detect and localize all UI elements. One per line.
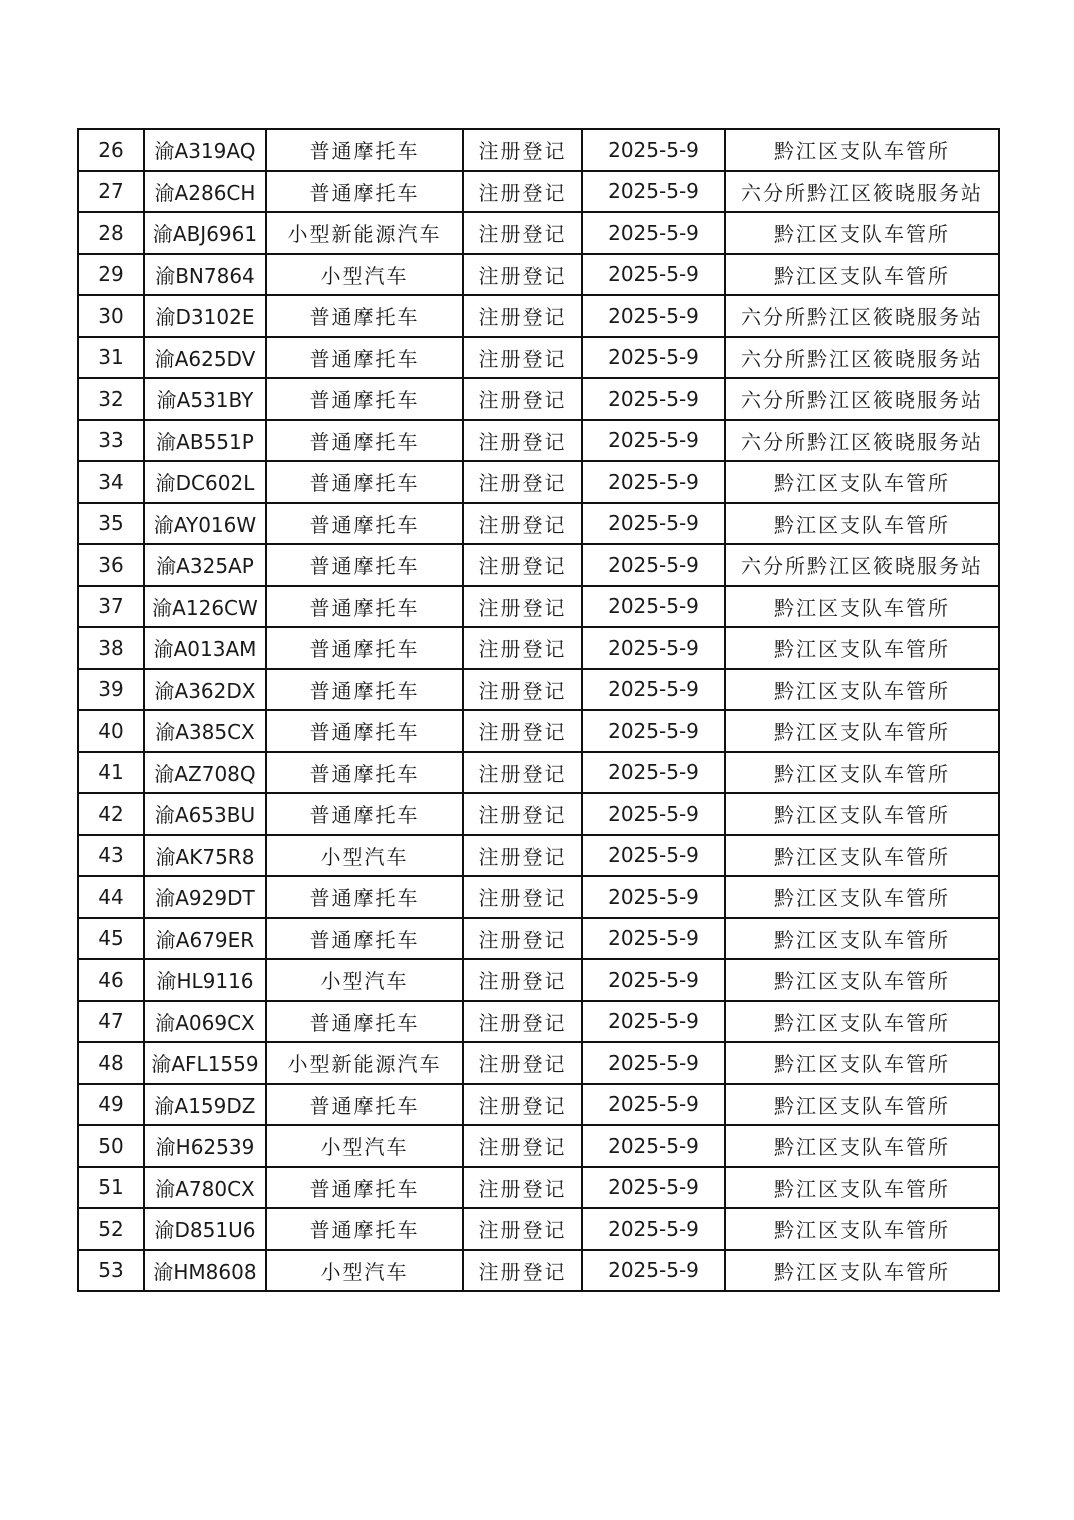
business-type: 注册登记 — [463, 171, 582, 213]
office-name: 六分所黔江区筱晓服务站 — [725, 378, 999, 420]
row-number: 38 — [78, 627, 144, 669]
table-row — [78, 129, 999, 171]
row-number: 30 — [78, 295, 144, 337]
register-date: 2025-5-9 — [582, 1125, 725, 1167]
business-type: 注册登记 — [463, 1250, 582, 1292]
register-date: 2025-5-9 — [582, 586, 725, 628]
business-type: 注册登记 — [463, 1084, 582, 1126]
table-row — [78, 254, 999, 296]
row-number: 33 — [78, 420, 144, 462]
business-type: 注册登记 — [463, 752, 582, 794]
row-number: 46 — [78, 959, 144, 1001]
plate-number: 渝A159DZ — [144, 1084, 266, 1126]
business-type: 注册登记 — [463, 835, 582, 877]
table-row — [78, 669, 999, 711]
register-date: 2025-5-9 — [582, 1042, 725, 1084]
table-row — [78, 420, 999, 462]
register-date: 2025-5-9 — [582, 959, 725, 1001]
business-type: 注册登记 — [463, 793, 582, 835]
vehicle-type: 小型汽车 — [266, 1250, 463, 1292]
office-name: 黔江区支队车管所 — [725, 461, 999, 503]
office-name: 六分所黔江区筱晓服务站 — [725, 295, 999, 337]
office-name: 黔江区支队车管所 — [725, 1208, 999, 1250]
business-type: 注册登记 — [463, 1167, 582, 1209]
row-number: 45 — [78, 918, 144, 960]
row-number: 53 — [78, 1250, 144, 1292]
vehicle-type: 普通摩托车 — [266, 461, 463, 503]
vehicle-type: 普通摩托车 — [266, 337, 463, 379]
table-row — [78, 1167, 999, 1209]
business-type: 注册登记 — [463, 710, 582, 752]
register-date: 2025-5-9 — [582, 669, 725, 711]
table-row — [78, 918, 999, 960]
table-row — [78, 1125, 999, 1167]
vehicle-type: 普通摩托车 — [266, 752, 463, 794]
register-date: 2025-5-9 — [582, 171, 725, 213]
plate-number: 渝A069CX — [144, 1001, 266, 1043]
table-row — [78, 835, 999, 877]
office-name: 黔江区支队车管所 — [725, 503, 999, 545]
table-row — [78, 337, 999, 379]
office-name: 黔江区支队车管所 — [725, 1125, 999, 1167]
row-number: 32 — [78, 378, 144, 420]
table-row — [78, 1208, 999, 1250]
plate-number: 渝A286CH — [144, 171, 266, 213]
row-number: 48 — [78, 1042, 144, 1084]
office-name: 黔江区支队车管所 — [725, 254, 999, 296]
vehicle-type: 小型汽车 — [266, 959, 463, 1001]
register-date: 2025-5-9 — [582, 1208, 725, 1250]
office-name: 黔江区支队车管所 — [725, 669, 999, 711]
plate-number: 渝HL9116 — [144, 959, 266, 1001]
business-type: 注册登记 — [463, 337, 582, 379]
plate-number: 渝H62539 — [144, 1125, 266, 1167]
register-date: 2025-5-9 — [582, 212, 725, 254]
vehicle-type: 小型新能源汽车 — [266, 212, 463, 254]
row-number: 40 — [78, 710, 144, 752]
plate-number: 渝A013AM — [144, 627, 266, 669]
table-row — [78, 544, 999, 586]
row-number: 44 — [78, 876, 144, 918]
row-number: 41 — [78, 752, 144, 794]
vehicle-type: 普通摩托车 — [266, 503, 463, 545]
table-row — [78, 1001, 999, 1043]
office-name: 黔江区支队车管所 — [725, 918, 999, 960]
plate-number: 渝A126CW — [144, 586, 266, 628]
table-row — [78, 710, 999, 752]
office-name: 黔江区支队车管所 — [725, 876, 999, 918]
office-name: 黔江区支队车管所 — [725, 752, 999, 794]
business-type: 注册登记 — [463, 1125, 582, 1167]
plate-number: 渝D851U6 — [144, 1208, 266, 1250]
table-row — [78, 752, 999, 794]
table-row — [78, 171, 999, 213]
table-row — [78, 461, 999, 503]
table-row — [78, 586, 999, 628]
vehicle-type: 普通摩托车 — [266, 295, 463, 337]
row-number: 51 — [78, 1167, 144, 1209]
office-name: 黔江区支队车管所 — [725, 1250, 999, 1292]
business-type: 注册登记 — [463, 461, 582, 503]
plate-number: 渝A679ER — [144, 918, 266, 960]
plate-number: 渝A385CX — [144, 710, 266, 752]
register-date: 2025-5-9 — [582, 1001, 725, 1043]
office-name: 六分所黔江区筱晓服务站 — [725, 171, 999, 213]
vehicle-type: 普通摩托车 — [266, 918, 463, 960]
plate-number: 渝AFL1559 — [144, 1042, 266, 1084]
business-type: 注册登记 — [463, 627, 582, 669]
office-name: 黔江区支队车管所 — [725, 129, 999, 171]
office-name: 黔江区支队车管所 — [725, 586, 999, 628]
business-type: 注册登记 — [463, 918, 582, 960]
vehicle-type: 普通摩托车 — [266, 1167, 463, 1209]
plate-number: 渝A780CX — [144, 1167, 266, 1209]
register-date: 2025-5-9 — [582, 918, 725, 960]
business-type: 注册登记 — [463, 876, 582, 918]
office-name: 六分所黔江区筱晓服务站 — [725, 337, 999, 379]
table-row — [78, 959, 999, 1001]
plate-number: 渝DC602L — [144, 461, 266, 503]
business-type: 注册登记 — [463, 1208, 582, 1250]
registration-table — [77, 128, 1000, 1292]
table-row — [78, 793, 999, 835]
plate-number: 渝A625DV — [144, 337, 266, 379]
vehicle-type: 普通摩托车 — [266, 1001, 463, 1043]
plate-number: 渝A319AQ — [144, 129, 266, 171]
table-row — [78, 212, 999, 254]
vehicle-type: 普通摩托车 — [266, 1208, 463, 1250]
plate-number: 渝A325AP — [144, 544, 266, 586]
vehicle-type: 普通摩托车 — [266, 1084, 463, 1126]
register-date: 2025-5-9 — [582, 295, 725, 337]
business-type: 注册登记 — [463, 503, 582, 545]
row-number: 31 — [78, 337, 144, 379]
plate-number: 渝AY016W — [144, 503, 266, 545]
plate-number: 渝D3102E — [144, 295, 266, 337]
business-type: 注册登记 — [463, 1042, 582, 1084]
register-date: 2025-5-9 — [582, 503, 725, 545]
table-row — [78, 1084, 999, 1126]
office-name: 黔江区支队车管所 — [725, 1084, 999, 1126]
office-name: 黔江区支队车管所 — [725, 835, 999, 877]
row-number: 50 — [78, 1125, 144, 1167]
business-type: 注册登记 — [463, 378, 582, 420]
register-date: 2025-5-9 — [582, 1084, 725, 1126]
register-date: 2025-5-9 — [582, 627, 725, 669]
business-type: 注册登记 — [463, 295, 582, 337]
row-number: 52 — [78, 1208, 144, 1250]
plate-number: 渝AB551P — [144, 420, 266, 462]
table-row — [78, 1250, 999, 1292]
table-row — [78, 876, 999, 918]
row-number: 29 — [78, 254, 144, 296]
office-name: 黔江区支队车管所 — [725, 959, 999, 1001]
row-number: 43 — [78, 835, 144, 877]
office-name: 黔江区支队车管所 — [725, 1001, 999, 1043]
business-type: 注册登记 — [463, 420, 582, 462]
business-type: 注册登记 — [463, 586, 582, 628]
plate-number: 渝HM8608 — [144, 1250, 266, 1292]
register-date: 2025-5-9 — [582, 710, 725, 752]
register-date: 2025-5-9 — [582, 1250, 725, 1292]
register-date: 2025-5-9 — [582, 378, 725, 420]
business-type: 注册登记 — [463, 129, 582, 171]
table-row — [78, 378, 999, 420]
vehicle-type: 普通摩托车 — [266, 793, 463, 835]
business-type: 注册登记 — [463, 1001, 582, 1043]
row-number: 37 — [78, 586, 144, 628]
table-row — [78, 627, 999, 669]
business-type: 注册登记 — [463, 212, 582, 254]
row-number: 36 — [78, 544, 144, 586]
plate-number: 渝AZ708Q — [144, 752, 266, 794]
vehicle-type: 普通摩托车 — [266, 586, 463, 628]
vehicle-type: 普通摩托车 — [266, 544, 463, 586]
vehicle-type: 普通摩托车 — [266, 378, 463, 420]
office-name: 黔江区支队车管所 — [725, 627, 999, 669]
plate-number: 渝BN7864 — [144, 254, 266, 296]
register-date: 2025-5-9 — [582, 337, 725, 379]
register-date: 2025-5-9 — [582, 835, 725, 877]
row-number: 42 — [78, 793, 144, 835]
vehicle-type: 普通摩托车 — [266, 627, 463, 669]
plate-number: 渝A531BY — [144, 378, 266, 420]
row-number: 34 — [78, 461, 144, 503]
register-date: 2025-5-9 — [582, 544, 725, 586]
plate-number: 渝A362DX — [144, 669, 266, 711]
vehicle-type: 小型汽车 — [266, 254, 463, 296]
vehicle-type: 普通摩托车 — [266, 710, 463, 752]
vehicle-type: 普通摩托车 — [266, 129, 463, 171]
vehicle-type: 小型汽车 — [266, 835, 463, 877]
register-date: 2025-5-9 — [582, 129, 725, 171]
office-name: 黔江区支队车管所 — [725, 1042, 999, 1084]
register-date: 2025-5-9 — [582, 752, 725, 794]
plate-number: 渝A929DT — [144, 876, 266, 918]
register-date: 2025-5-9 — [582, 793, 725, 835]
row-number: 28 — [78, 212, 144, 254]
vehicle-type: 普通摩托车 — [266, 669, 463, 711]
table-row — [78, 503, 999, 545]
register-date: 2025-5-9 — [582, 420, 725, 462]
office-name: 六分所黔江区筱晓服务站 — [725, 420, 999, 462]
business-type: 注册登记 — [463, 254, 582, 296]
vehicle-type: 普通摩托车 — [266, 171, 463, 213]
business-type: 注册登记 — [463, 669, 582, 711]
vehicle-type: 普通摩托车 — [266, 420, 463, 462]
plate-number: 渝AK75R8 — [144, 835, 266, 877]
office-name: 黔江区支队车管所 — [725, 1167, 999, 1209]
row-number: 26 — [78, 129, 144, 171]
business-type: 注册登记 — [463, 959, 582, 1001]
table-body — [78, 129, 999, 1291]
office-name: 黔江区支队车管所 — [725, 212, 999, 254]
office-name: 黔江区支队车管所 — [725, 710, 999, 752]
row-number: 39 — [78, 669, 144, 711]
register-date: 2025-5-9 — [582, 876, 725, 918]
row-number: 49 — [78, 1084, 144, 1126]
office-name: 黔江区支队车管所 — [725, 793, 999, 835]
plate-number: 渝A653BU — [144, 793, 266, 835]
table-row — [78, 295, 999, 337]
register-date: 2025-5-9 — [582, 461, 725, 503]
row-number: 35 — [78, 503, 144, 545]
register-date: 2025-5-9 — [582, 1167, 725, 1209]
register-date: 2025-5-9 — [582, 254, 725, 296]
plate-number: 渝ABJ6961 — [144, 212, 266, 254]
row-number: 27 — [78, 171, 144, 213]
table-row — [78, 1042, 999, 1084]
business-type: 注册登记 — [463, 544, 582, 586]
row-number: 47 — [78, 1001, 144, 1043]
vehicle-type: 普通摩托车 — [266, 876, 463, 918]
vehicle-type: 小型汽车 — [266, 1125, 463, 1167]
vehicle-type: 小型新能源汽车 — [266, 1042, 463, 1084]
office-name: 六分所黔江区筱晓服务站 — [725, 544, 999, 586]
